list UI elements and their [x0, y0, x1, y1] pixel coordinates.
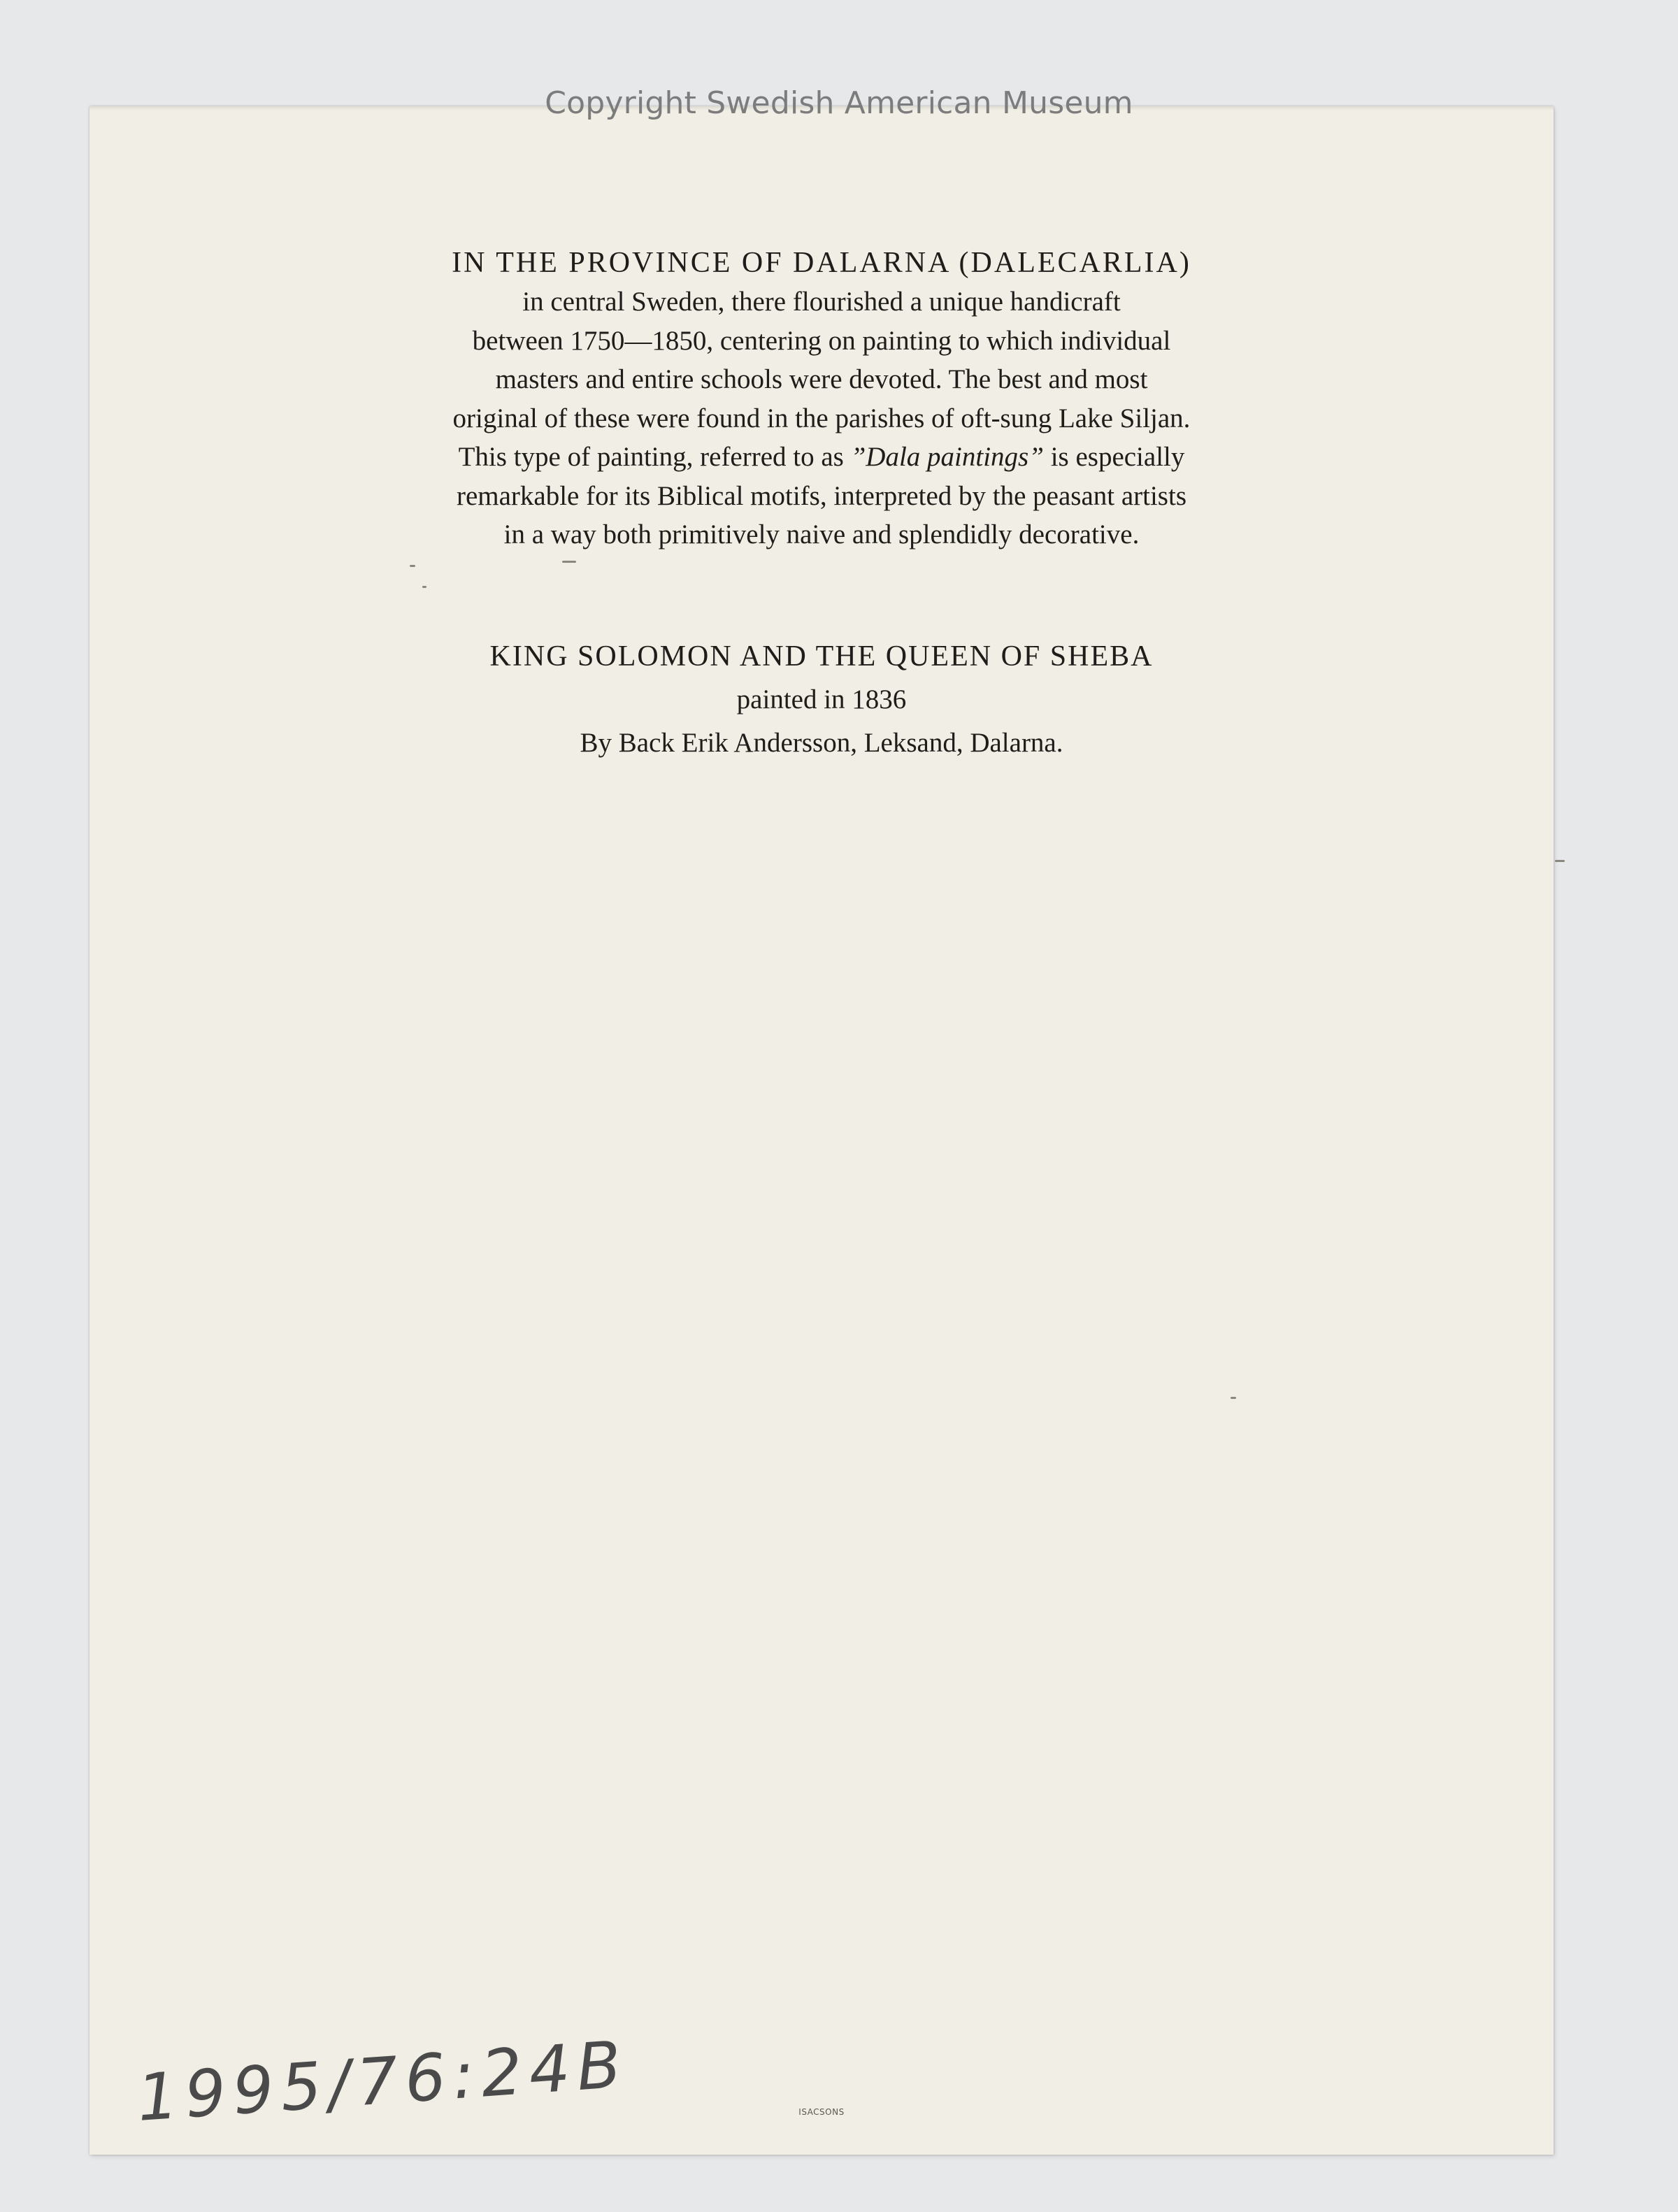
intro-line-6: remarkable for its Biblical motifs, interpreted by the peasant artists [456, 480, 1186, 511]
dala-paintings-term: ”Dala paintings” [850, 442, 1044, 472]
painting-artist: By Back Erik Andersson, Leksand, Dalarna. [580, 728, 1063, 758]
paper-speck [1555, 860, 1565, 862]
intro-line-5-start: This type of painting, referred to as [458, 442, 851, 472]
intro-line-3: masters and entire schools were devoted. The best and most [495, 364, 1148, 394]
paper-speck [410, 565, 415, 567]
paper-speck [562, 561, 576, 563]
document-page [89, 106, 1554, 2155]
copyright-watermark: Copyright Swedish American Museum [545, 85, 1133, 121]
handwritten-accession-number: 1995/76:24B [134, 2027, 631, 2136]
paper-speck [422, 586, 426, 588]
intro-heading: IN THE PROVINCE OF DALARNA (DALECARLIA) [452, 247, 1191, 279]
paper-speck [1231, 1397, 1236, 1399]
printer-mark: ISACSONS [798, 2107, 845, 2117]
intro-line-5-end: is especially [1043, 442, 1185, 472]
intro-line-2: between 1750—1850, centering on painting to which individual [472, 325, 1171, 356]
painting-title: KING SOLOMON AND THE QUEEN OF SHEBA [489, 640, 1154, 673]
painting-caption [89, 635, 1554, 765]
intro-section [89, 243, 1554, 554]
intro-line-4: original of these were found in the parishes of oft-sung Lake Siljan. [452, 403, 1191, 433]
intro-line-5 [89, 438, 1554, 477]
intro-line-1: in central Sweden, there flourished a unique handicraft [522, 287, 1121, 317]
intro-line-7: in a way both primitively naive and splendidly decorative. [503, 519, 1140, 550]
painting-date: painted in 1836 [736, 684, 907, 714]
